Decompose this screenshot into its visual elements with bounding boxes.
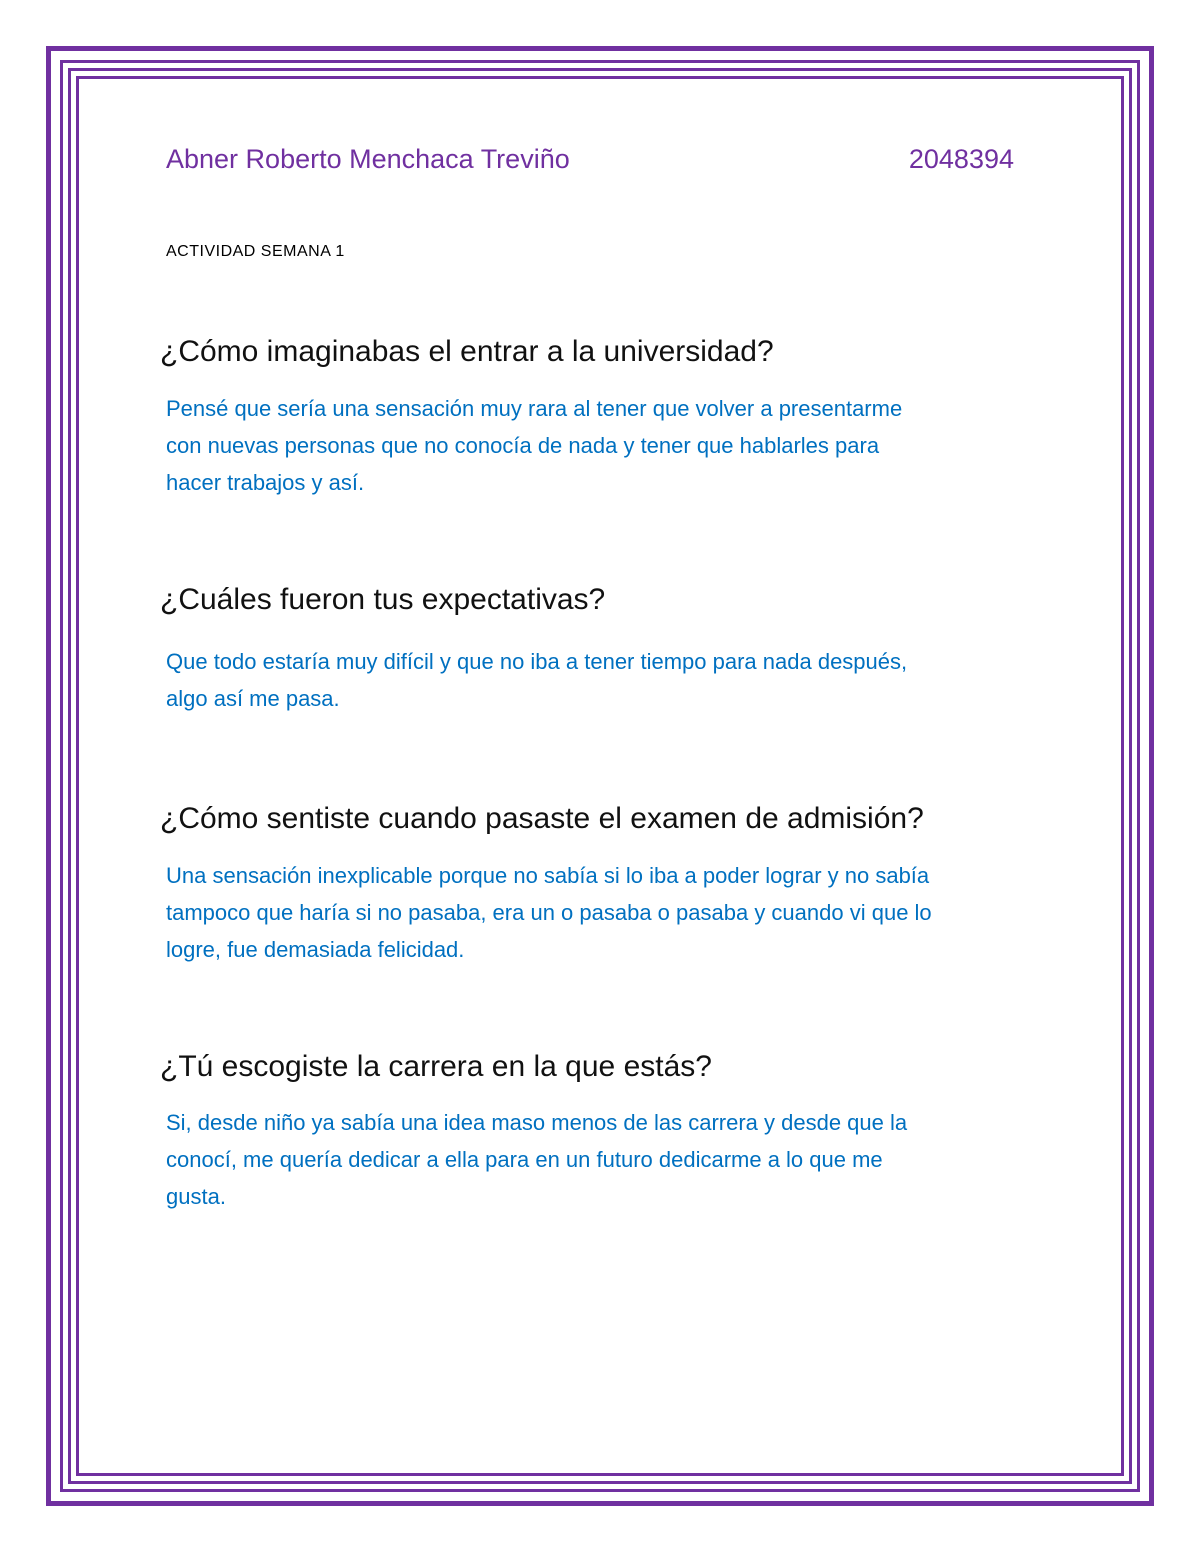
student-id: 2048394 <box>908 144 1014 174</box>
answer-4 <box>166 1104 1046 1215</box>
answer-1-line-3: hacer trabajos y así. <box>166 470 365 495</box>
answer-2 <box>166 643 1046 717</box>
question-4: ¿Tú escogiste la carrera en la que estás? <box>160 1050 712 1083</box>
answer-4-line-1: Si, desde niño ya sabía una idea maso menos de las carrera y desde que la <box>166 1110 908 1135</box>
answer-4-line-3: gusta. <box>166 1184 226 1209</box>
answer-1 <box>166 390 1046 501</box>
question-3: ¿Cómo sentiste cuando pasaste el examen de admisión? <box>160 802 924 835</box>
answer-3-line-2: tampoco que haría si no pasaba, era un o pasaba o pasaba y cuando vi que lo <box>166 900 932 925</box>
answer-1-line-1: Pensé que sería una sensación muy rara al tener que volver a presentarme <box>166 396 903 421</box>
question-2: ¿Cuáles fueron tus expectativas? <box>160 583 606 616</box>
answer-1-line-2: con nuevas personas que no conocía de nada y tener que hablarles para <box>166 433 880 458</box>
answer-2-line-2: algo así me pasa. <box>166 686 340 711</box>
student-name: Abner Roberto Menchaca Treviño <box>166 144 570 174</box>
answer-3 <box>166 857 1046 968</box>
activity-title: ACTIVIDAD SEMANA 1 <box>166 243 345 260</box>
document-header <box>166 142 1014 176</box>
answer-2-line-1: Que todo estaría muy difícil y que no iba a tener tiempo para nada después, <box>166 649 908 674</box>
answer-3-line-3: logre, fue demasiada felicidad. <box>166 937 465 962</box>
question-1: ¿Cómo imaginabas el entrar a la universidad? <box>160 335 774 368</box>
answer-3-line-1: Una sensación inexplicable porque no sabía si lo iba a poder lograr y no sabía <box>166 863 930 888</box>
answer-4-line-2: conocí, me quería dedicar a ella para en un futuro dedicarme a lo que me <box>166 1147 883 1172</box>
page-border-inner <box>76 76 1124 1476</box>
